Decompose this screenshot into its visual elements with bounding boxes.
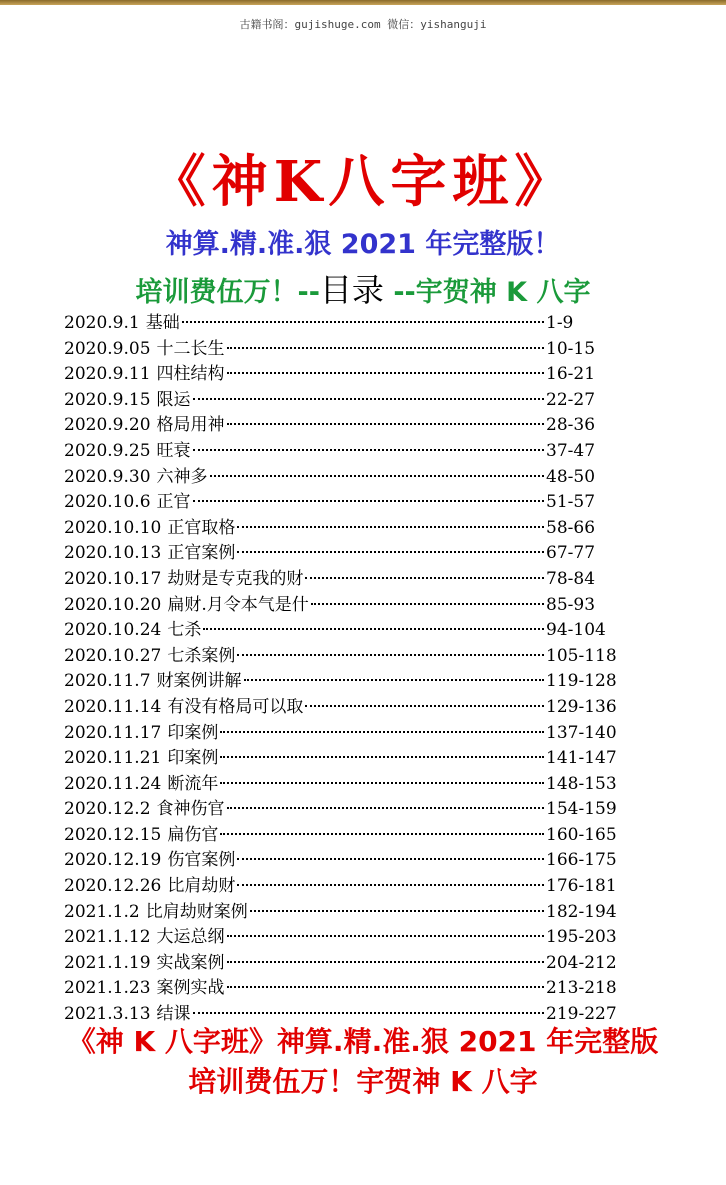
toc-entry[interactable]	[64, 922, 624, 948]
top-border	[0, 0, 726, 5]
toc-leader-dots	[227, 347, 544, 349]
toc-entry-topic: 比肩劫财案例	[145, 901, 248, 922]
toc-entry-topic: 十二长生	[156, 338, 225, 359]
toc-entry-date: 2020.11.7	[64, 671, 151, 692]
toc-entry-topic: 印案例	[167, 722, 219, 743]
toc-entry-pages: 129-136	[546, 696, 617, 717]
toc-entry-pages: 94-104	[546, 620, 606, 641]
toc-entry-topic: 比肩劫财	[167, 876, 236, 897]
toc-entry-topic: 实战案例	[156, 952, 225, 973]
page-title: 《神K八字班》	[149, 149, 577, 215]
footer-line-2: 培训费伍万！宇贺神 K 八字	[188, 1065, 538, 1098]
toc-entry-topic: 扁伤官	[167, 824, 219, 845]
toc-entry-pages: 119-128	[546, 671, 617, 692]
toc-entry-date: 2021.1.23	[64, 978, 151, 999]
toc-entry-pages: 204-212	[546, 952, 617, 973]
toc-leader-dots	[227, 935, 544, 937]
toc-entry-date: 2020.9.20	[64, 415, 151, 436]
toc-entry-pages: 213-218	[546, 978, 617, 999]
toc-leader-dots	[237, 551, 544, 553]
toc-entry-date: 2020.10.17	[64, 568, 162, 589]
toc-entry-date: 2020.9.15	[64, 389, 151, 410]
toc-entry-pages: 141-147	[546, 748, 617, 769]
toc-entry-topic: 七杀	[167, 620, 202, 641]
toc-entry[interactable]	[64, 769, 624, 795]
toc-entry-date: 2020.9.05	[64, 338, 151, 359]
toc-entry-pages: 37-47	[546, 440, 596, 461]
toc-entry-pages: 195-203	[546, 927, 617, 948]
header-note: 古籍书阁：gujishuge.com 微信：yishanguji	[239, 18, 487, 31]
toc-entry[interactable]	[64, 641, 624, 667]
toc-leader-dots	[193, 1012, 544, 1014]
toc-entry[interactable]	[64, 564, 624, 590]
toc-entry-pages: 176-181	[546, 876, 617, 897]
toc-entry-date: 2021.1.2	[64, 901, 140, 922]
toc-entry-pages: 160-165	[546, 824, 617, 845]
toc-entry[interactable]	[64, 973, 624, 999]
toc-entry-date: 2021.1.12	[64, 927, 151, 948]
toc-entry[interactable]	[64, 538, 624, 564]
toc-leader-dots	[227, 807, 544, 809]
toc-leader-dots	[182, 321, 544, 323]
subtitle-line-2	[0, 265, 726, 311]
toc-entry[interactable]	[64, 410, 624, 436]
toc-leader-dots	[193, 449, 544, 451]
toc-entry-date: 2020.9.30	[64, 466, 151, 487]
toc-entry-topic: 大运总纲	[156, 927, 225, 948]
toc-leader-dots	[227, 372, 544, 374]
toc-entry[interactable]	[64, 718, 624, 744]
toc-entry[interactable]	[64, 359, 624, 385]
toc-entry-date: 2020.12.2	[64, 799, 151, 820]
toc-entry-pages: 137-140	[546, 722, 617, 743]
toc-entry-pages: 148-153	[546, 773, 617, 794]
toc-entry[interactable]	[64, 794, 624, 820]
toc-entry-date: 2020.9.1	[64, 313, 140, 333]
toc-entry[interactable]	[64, 615, 624, 641]
toc-entry[interactable]	[64, 385, 624, 411]
toc-entry-topic: 伤官案例	[167, 850, 236, 871]
toc-leader-dots	[237, 526, 544, 528]
toc-entry-pages: 22-27	[546, 389, 596, 410]
toc-entry-topic: 食神伤官	[156, 799, 225, 820]
subtitle2-right: 宇贺神 K 八字	[415, 277, 591, 308]
toc-entry[interactable]	[64, 436, 624, 462]
toc-entry[interactable]	[64, 692, 624, 718]
toc-leader-dots	[220, 782, 544, 784]
table-of-contents	[64, 308, 624, 1025]
toc-entry-pages: 85-93	[546, 594, 596, 615]
toc-entry-date: 2020.10.20	[64, 594, 162, 615]
toc-leader-dots	[250, 910, 544, 912]
toc-entry[interactable]	[64, 462, 624, 488]
toc-leader-dots	[305, 705, 544, 707]
toc-entry-topic: 旺衰	[156, 440, 191, 461]
toc-entry-topic: 财案例讲解	[156, 671, 242, 692]
toc-entry-date: 2020.11.17	[64, 722, 162, 743]
toc-entry-date: 2020.10.27	[64, 645, 162, 666]
toc-entry-date: 2020.10.6	[64, 492, 151, 513]
toc-entry-topic: 四柱结构	[156, 364, 225, 385]
toc-entry-date: 2021.1.19	[64, 952, 151, 973]
toc-entry[interactable]	[64, 666, 624, 692]
toc-entry[interactable]	[64, 334, 624, 360]
toc-entry-topic: 基础	[145, 313, 180, 333]
toc-entry-pages: 78-84	[546, 568, 596, 589]
toc-leader-dots	[193, 398, 544, 400]
toc-entry-pages: 51-57	[546, 492, 596, 513]
toc-leader-dots	[210, 475, 544, 477]
toc-entry-pages: 219-227	[546, 1004, 617, 1025]
toc-entry-topic: 有没有格局可以取	[167, 696, 304, 717]
toc-entry-date: 2020.11.24	[64, 773, 162, 794]
toc-entry-topic: 扁财.月令本气是什	[167, 594, 309, 615]
toc-leader-dots	[244, 679, 544, 681]
toc-leader-dots	[305, 577, 544, 579]
toc-entry-date: 2020.10.10	[64, 517, 162, 538]
toc-entry-pages: 16-21	[546, 364, 596, 385]
toc-entry-pages: 166-175	[546, 850, 617, 871]
footer-line-1: 《神 K 八字班》神算.精.准.狠 2021 年完整版	[67, 1025, 659, 1058]
toc-leader-dots	[237, 858, 544, 860]
toc-entry-pages: 10-15	[546, 338, 596, 359]
toc-entry[interactable]	[64, 845, 624, 871]
toc-entry[interactable]	[64, 871, 624, 897]
toc-entry-date: 2020.12.26	[64, 876, 162, 897]
subtitle: 神算.精.准.狠 2021 年完整版！	[165, 229, 561, 260]
toc-leader-dots	[193, 500, 544, 502]
toc-entry-pages: 182-194	[546, 901, 617, 922]
toc-entry-topic: 七杀案例	[167, 645, 236, 666]
toc-entry-topic: 案例实战	[156, 978, 225, 999]
toc-entry-topic: 印案例	[167, 748, 219, 769]
toc-entry-date: 2020.10.24	[64, 620, 162, 641]
toc-leader-dots	[237, 654, 544, 656]
toc-leader-dots	[203, 628, 544, 630]
toc-entry[interactable]	[64, 948, 624, 974]
toc-entry-date: 2020.12.15	[64, 824, 162, 845]
toc-leader-dots	[220, 731, 544, 733]
toc-entry-pages: 1-9	[546, 313, 574, 333]
toc-entry-pages: 28-36	[546, 415, 596, 436]
toc-entry-date: 2021.3.13	[64, 1004, 151, 1025]
toc-leader-dots	[220, 833, 544, 835]
toc-entry[interactable]	[64, 513, 624, 539]
toc-entry-pages: 58-66	[546, 517, 596, 538]
toc-entry[interactable]	[64, 897, 624, 923]
toc-entry-pages: 67-77	[546, 543, 596, 564]
toc-entry-topic: 正官案例	[167, 543, 236, 564]
toc-entry-topic: 正官取格	[167, 517, 236, 538]
toc-leader-dots	[311, 603, 544, 605]
subtitle2-left: 培训费伍万！--	[135, 277, 320, 308]
toc-entry-date: 2020.11.21	[64, 748, 162, 769]
toc-entry-topic: 断流年	[167, 773, 219, 794]
toc-entry-date: 2020.11.14	[64, 696, 162, 717]
toc-entry-date: 2020.9.25	[64, 440, 151, 461]
toc-entry-date: 2020.9.11	[64, 364, 151, 385]
toc-heading: 目录	[319, 271, 384, 309]
toc-entry-pages: 154-159	[546, 799, 617, 820]
toc-entry-topic: 结课	[156, 1004, 191, 1025]
subtitle2-dash: --	[383, 277, 416, 308]
toc-leader-dots	[227, 423, 544, 425]
toc-entry[interactable]	[64, 487, 624, 513]
toc-entry-topic: 劫财是专克我的财	[167, 568, 304, 589]
toc-entry-date: 2020.10.13	[64, 543, 162, 564]
toc-leader-dots	[220, 756, 544, 758]
toc-leader-dots	[227, 961, 544, 963]
toc-entry-topic: 正官	[156, 492, 191, 513]
toc-entry-pages: 48-50	[546, 466, 596, 487]
toc-entry-topic: 格局用神	[156, 415, 225, 436]
toc-entry-topic: 六神多	[156, 466, 208, 487]
toc-entry-date: 2020.12.19	[64, 850, 162, 871]
toc-entry[interactable]	[64, 743, 624, 769]
toc-entry[interactable]	[64, 820, 624, 846]
toc-entry[interactable]	[64, 308, 624, 334]
toc-leader-dots	[237, 884, 544, 886]
toc-entry[interactable]	[64, 590, 624, 616]
toc-leader-dots	[227, 986, 544, 988]
toc-entry-topic: 限运	[156, 389, 191, 410]
toc-entry-pages: 105-118	[546, 645, 617, 666]
